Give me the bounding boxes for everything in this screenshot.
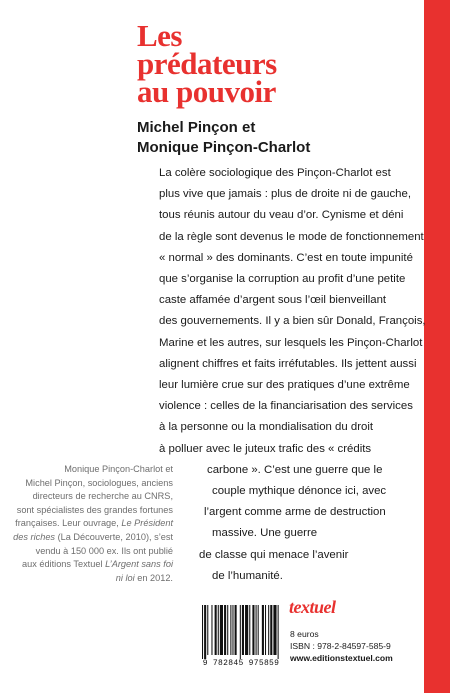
blurb-line: massive. Une guerre	[212, 527, 318, 540]
book-title	[137, 18, 277, 109]
barcode-bar	[232, 605, 233, 655]
title-line-3: au pouvoir	[137, 74, 276, 109]
blurb-line: tous réunis autour du veau d’or. Cynisme et déni	[159, 209, 404, 222]
isbn-barcode	[196, 603, 286, 673]
bio-line: directeurs de recherche au CNRS,	[32, 491, 173, 502]
barcode-bar	[202, 605, 203, 659]
book-authors	[137, 118, 310, 158]
bio-line: françaises. Leur ouvrage, Le Président	[15, 518, 173, 529]
barcode-bar	[224, 605, 226, 655]
title-line-1: Les	[137, 18, 182, 53]
blurb-line: La colère sociologique des Pinçon-Charlot est	[159, 167, 391, 179]
barcode-bar	[265, 605, 266, 655]
authors-line-2: Monique Pinçon-Charlot	[137, 139, 311, 156]
bio-line: ni loi en 2012.	[115, 572, 173, 583]
blurb-line: couple mythique dénonce ici, avec	[212, 485, 387, 498]
blurb-line: Marine et les autres, sur lesquels les Pinçon-Charlot	[159, 336, 423, 349]
barcode-bar	[204, 605, 206, 659]
book-ref-italic: Le Président	[121, 518, 173, 529]
bio-line: Monique Pinçon-Charlot et	[64, 464, 173, 474]
book-ref-italic: des riches	[13, 531, 56, 542]
blurb-line: que s’organise la corruption au profit d’une petite	[159, 273, 406, 286]
author-bio	[13, 463, 173, 585]
authors-line-1: Michel Pinçon et	[137, 119, 256, 136]
barcode-bar	[215, 605, 217, 655]
blurb-line: caste affamée d’argent sous l’œil bienveillant	[159, 294, 387, 307]
barcode-bar	[218, 605, 219, 655]
barcode-bar	[258, 605, 259, 655]
bio-line: sont spécialistes des grandes fortunes	[16, 504, 173, 515]
barcode-bar	[230, 605, 231, 655]
price: 8 euros	[290, 629, 319, 639]
bio-line: aux éditions Textuel L’Argent sans foi	[21, 559, 173, 570]
blurb-line: à la personne ou la mondialisation du droit	[159, 421, 374, 434]
publisher-website[interactable]: www.editionstextuel.com	[290, 652, 393, 663]
blurb-line: à polluer avec le juteux trafic des « crédits	[159, 442, 372, 455]
title-line-2: prédateurs	[137, 46, 277, 81]
barcode-bar	[242, 605, 244, 655]
barcode-bar	[220, 605, 223, 655]
barcode-bar	[278, 605, 279, 659]
barcode-bar	[227, 605, 228, 655]
barcode-bar	[268, 605, 269, 655]
barcode-bar	[252, 605, 254, 655]
blurb-line: de l’humanité.	[212, 569, 283, 582]
barcode-bar	[240, 605, 241, 659]
blurb-line: de la règle sont devenus le mode de fonctionnement	[159, 230, 424, 243]
barcode-bar	[207, 605, 208, 655]
blurb-line: « normal » des dominants. C’est en toute impunité	[159, 251, 413, 264]
blurb-line: leur lumière crue sur des pratiques d’une extrême	[159, 379, 410, 392]
barcode-bar	[249, 605, 250, 655]
barcode-bar	[256, 605, 257, 655]
blurb-line: plus vive que jamais : plus de droite ni de gauche,	[159, 188, 412, 201]
bio-line: Michel Pinçon, sociologues, anciens	[25, 477, 173, 488]
blurb-line: carbone ». C’est une guerre que le	[207, 463, 383, 476]
isbn: ISBN : 978-2-84597-585-9	[290, 640, 391, 651]
barcode-bar	[235, 605, 237, 655]
barcode-bar	[273, 605, 276, 655]
blurb-line: des gouvernements. Il y a bien sûr Donald, François,	[159, 315, 426, 328]
barcode-bar	[245, 605, 248, 655]
barcode-bar	[211, 605, 212, 655]
blurb-line: violence : celles de la financiarisation des services	[159, 400, 413, 413]
red-spine-band	[424, 0, 450, 693]
barcode-bar	[270, 605, 272, 655]
blurb-text	[159, 163, 426, 587]
bio-line: vendu à 150 000 ex. Ils ont publié	[35, 545, 173, 556]
barcode-bars	[196, 603, 286, 659]
barcode-number: 9 782845 975859	[202, 659, 280, 668]
blurb-line: alignent chiffres et faits irréfutables. Ils jettent aussi	[159, 357, 417, 370]
book-ref-italic: ni loi	[115, 572, 135, 583]
price-info	[290, 629, 393, 664]
blurb-line: l’argent comme arme de destruction	[204, 506, 386, 519]
book-ref-italic: L’Argent sans foi	[105, 559, 173, 570]
barcode-bar	[262, 605, 264, 655]
publisher-logo: textuel	[289, 597, 336, 617]
bio-line: des riches (La Découverte, 2010), s’est	[13, 531, 173, 542]
blurb-line: de classe qui menace l’avenir	[199, 548, 349, 561]
